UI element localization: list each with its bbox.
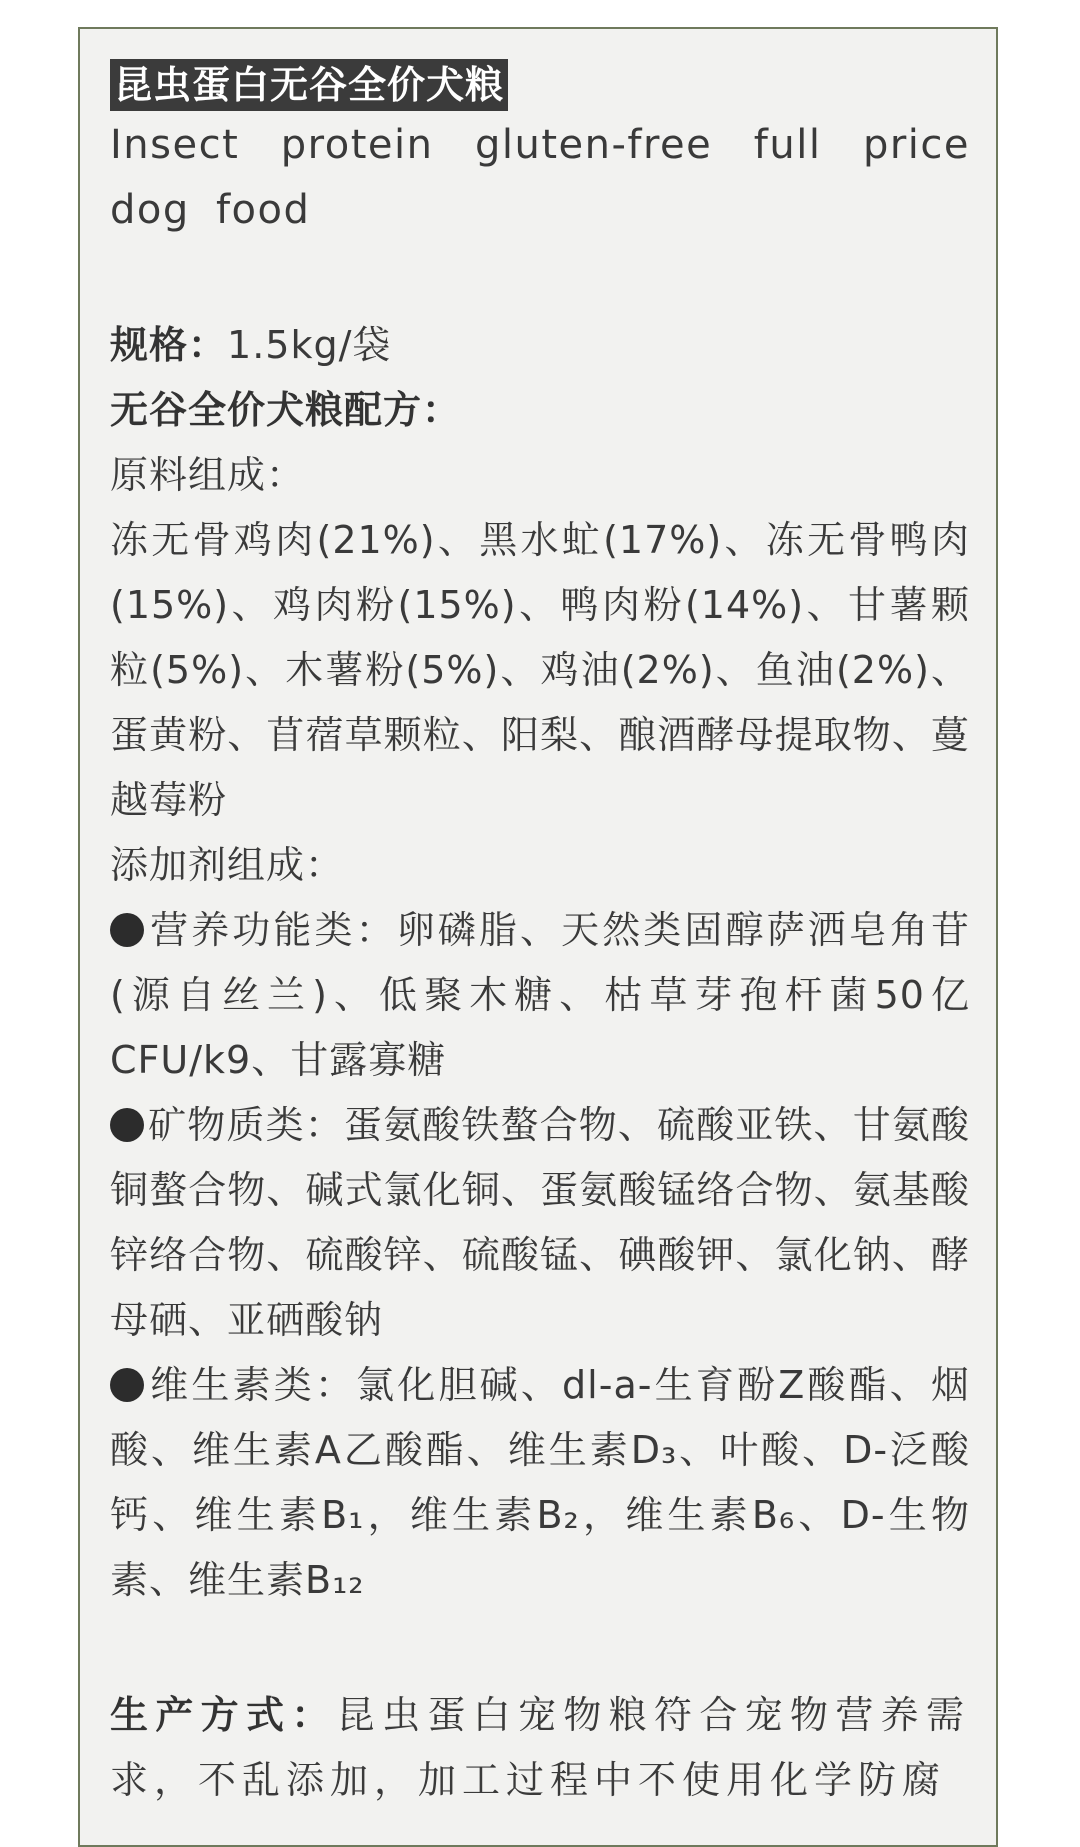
spacer xyxy=(110,1613,970,1683)
additive-item-nutrition xyxy=(110,898,970,1093)
product-title-cn: 昆虫蛋白无谷全价犬粮 xyxy=(110,59,508,111)
additives-label: 添加剂组成： xyxy=(110,843,345,887)
spacer xyxy=(110,243,970,313)
additive-category: 矿物质类： xyxy=(148,1103,344,1147)
additive-category: 营养功能类： xyxy=(148,908,397,952)
bullet-dot-icon xyxy=(110,913,144,947)
additive-items: 卵磷脂、天然类固醇萨洒皂角苷(源自丝兰)、低聚木糖、枯草芽孢杆菌50亿CFU/k9、甘露寡糖 xyxy=(110,908,970,1082)
spec-row xyxy=(110,313,970,378)
spec-value: 1.5kg/袋 xyxy=(227,323,392,367)
product-title-en: Insect protein gluten-free full price dog food xyxy=(110,122,970,233)
product-info-card xyxy=(78,27,998,1847)
additive-items: 蛋氨酸铁螯合物、硫酸亚铁、甘氨酸铜螯合物、碱式氯化铜、蛋氨酸锰络合物、氨基酸锌络合物、硫酸锌、硫酸锰、碘酸钾、氯化钠、酵母硒、亚硒酸钠 xyxy=(110,1103,970,1342)
additive-category: 维生素类： xyxy=(148,1363,357,1407)
ingredients-label: 原料组成： xyxy=(110,453,306,497)
product-info-content xyxy=(110,59,970,1813)
formula-heading: 无谷全价犬粮配方： xyxy=(110,388,462,432)
additive-item-minerals xyxy=(110,1093,970,1353)
production-text: 昆虫蛋白宠物粮符合宠物营养需求，不乱添加，加工过程中不使用化学防腐 xyxy=(110,1693,970,1802)
spec-label: 规格： xyxy=(110,323,228,367)
bullet-dot-icon xyxy=(110,1368,144,1402)
additive-item-vitamins xyxy=(110,1353,970,1613)
additive-items: 氯化胆碱、dl-a-生育酚Z酸酯、烟酸、维生素A乙酸酯、维生素D₃、叶酸、D-泛酸钙、维生素B₁，维生素B₂，维生素B₆、D-生物素、维生素B₁₂ xyxy=(110,1363,970,1602)
title-row xyxy=(110,59,970,111)
ingredients-text: 冻无骨鸡肉(21%)、黑水虻(17%)、冻无骨鸭肉(15%)、鸡肉粉(15%)、鸭肉粉(14%)、甘薯颗粒(5%)、木薯粉(5%)、鸡油(2%)、鱼油(2%)、蛋黄粉、苜蓿草颗粒、阳梨、酿酒酵母提取物、蔓越莓粉 xyxy=(110,518,970,822)
production-label: 生产方式： xyxy=(110,1693,337,1737)
bullet-dot-icon xyxy=(110,1108,144,1142)
production-row xyxy=(110,1683,970,1813)
